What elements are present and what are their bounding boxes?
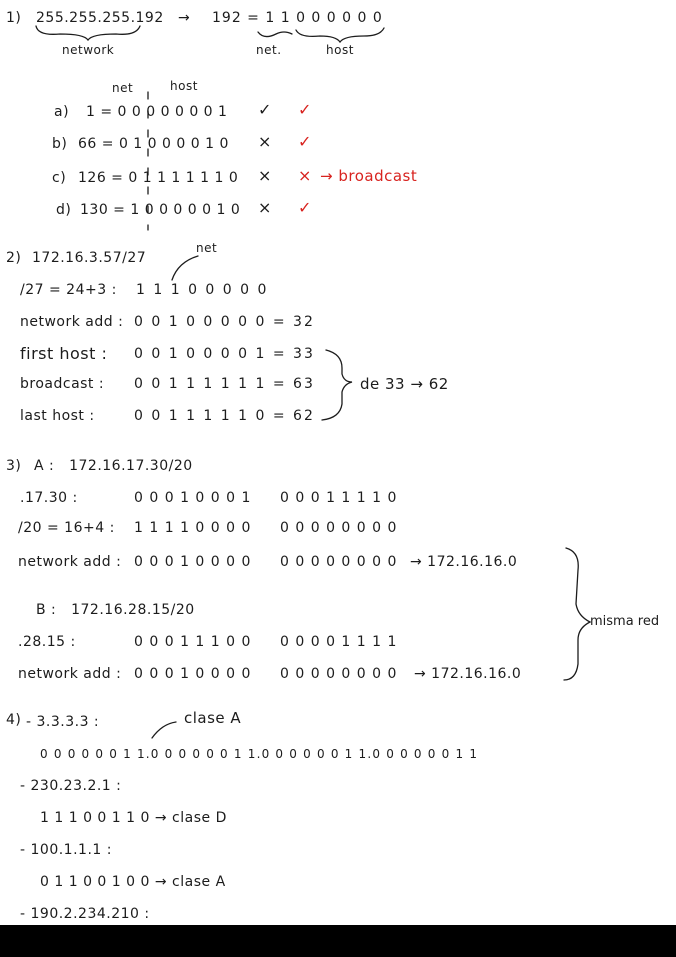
row-label: .28.15 : (18, 634, 76, 650)
bottom-black-bar (0, 925, 676, 957)
check-mark-red: ✓ (298, 100, 312, 119)
row-label: first host : (20, 344, 108, 363)
row-value: 1 1 1 0 0 0 0 0 (136, 282, 269, 298)
cross-mark: × (258, 132, 272, 151)
broadcast-note: → broadcast (320, 167, 418, 185)
check-mark-red: ✓ (298, 132, 312, 151)
network-brace (36, 26, 140, 40)
column-host-header: host (170, 79, 198, 93)
same-network-note: misma red (590, 614, 660, 629)
cross-mark-red: × (298, 166, 312, 185)
row-expression: 1 = 0 0 0 0 0 0 0 1 (86, 104, 228, 120)
address-item: - 230.23.2.1 : (20, 778, 122, 794)
host-brace (296, 28, 384, 42)
net-arrow (172, 256, 198, 280)
row-label: b) (52, 136, 68, 152)
row-label: a) (54, 104, 70, 120)
row-label: .17.30 : (20, 490, 78, 506)
row-expression: 126 = 0 1 1 1 1 1 1 0 (78, 170, 239, 186)
section-1-number: 1) (6, 10, 22, 26)
binary-octet-1: 0 0 0 1 0 0 0 1 (134, 490, 252, 506)
row-label: network add : (18, 666, 122, 682)
row-value: 0 0 1 0 0 0 0 0 = 32 (134, 314, 315, 330)
net-note: net (196, 241, 218, 255)
column-net-header: net (112, 81, 134, 95)
row-label: broadcast : (20, 376, 105, 392)
row-label: last host : (20, 408, 95, 424)
row-label: c) (52, 170, 67, 186)
clase-a-arrow (152, 722, 176, 738)
cross-mark: × (258, 166, 272, 185)
check-mark-red: ✓ (298, 198, 312, 217)
address-item: - 100.1.1.1 : (20, 842, 112, 858)
host-range-note: de 33 → 62 (360, 375, 449, 393)
mask-octet-binary: 192 = 1 1 0 0 0 0 0 0 (212, 10, 383, 26)
cross-mark: × (258, 198, 272, 217)
net-label: net. (256, 43, 282, 57)
row-label: /27 = 24+3 : (20, 282, 117, 298)
binary-address: 1 1 1 0 0 1 1 0 → clase D (40, 810, 227, 826)
binary-address: 0 1 1 0 0 1 0 0 → clase A (40, 874, 226, 890)
binary-address: 0 0 0 0 0 0 1 1.0 0 0 0 0 0 1 1.0 0 0 0 0 0 1 1.0 0 0 0 0 0 1 1 (40, 747, 479, 761)
address-a-title: A : 172.16.17.30/20 (34, 458, 193, 474)
host-label: host (326, 43, 354, 57)
row-label: network add : (18, 554, 122, 570)
row-expression: 130 = 1 0 0 0 0 0 1 0 (80, 202, 241, 218)
binary-octet-2: 0 0 0 0 0 0 0 0 (280, 666, 398, 682)
network-address-result: → 172.16.16.0 (414, 666, 522, 682)
network-label: network (62, 43, 115, 57)
binary-octet-2: 0 0 0 0 0 0 0 0 (280, 520, 398, 536)
net-brace (258, 32, 292, 37)
row-label: network add : (20, 314, 124, 330)
same-network-bracket (564, 548, 590, 680)
section-2-address: 172.16.3.57/27 (32, 250, 147, 266)
address-b-title: B : 172.16.28.15/20 (36, 602, 195, 618)
section-4-number: 4) (6, 712, 22, 728)
row-value: 0 0 1 1 1 1 1 1 = 63 (134, 376, 315, 392)
binary-octet-1: 0 0 0 1 0 0 0 0 (134, 554, 252, 570)
row-expression: 66 = 0 1 0 0 0 0 1 0 (78, 136, 229, 152)
network-address-result: → 172.16.16.0 (410, 554, 518, 570)
binary-octet-2: 0 0 0 0 1 1 1 1 (280, 634, 398, 650)
section-2-number: 2) (6, 250, 22, 266)
row-value: 0 0 1 1 1 1 1 0 = 62 (134, 408, 315, 424)
binary-octet-2: 0 0 0 0 0 0 0 0 (280, 554, 398, 570)
address-item: - 3.3.3.3 : (26, 714, 100, 730)
section-3-number: 3) (6, 458, 22, 474)
host-range-bracket (322, 350, 352, 420)
check-mark: ✓ (258, 100, 272, 119)
binary-octet-1: 0 0 0 1 0 0 0 0 (134, 666, 252, 682)
class-note: clase A (184, 709, 242, 727)
subnet-mask: 255.255.255.192 (36, 10, 164, 26)
binary-octet-1: 0 0 0 1 1 1 0 0 (134, 634, 252, 650)
row-label: /20 = 16+4 : (18, 520, 115, 536)
row-value: 0 0 1 0 0 0 0 1 = 33 (134, 346, 315, 362)
arrow-icon: → (178, 10, 191, 26)
binary-octet-1: 1 1 1 1 0 0 0 0 (134, 520, 252, 536)
binary-octet-2: 0 0 0 1 1 1 1 0 (280, 490, 398, 506)
address-item: - 190.2.234.210 : (20, 906, 150, 922)
row-label: d) (56, 202, 72, 218)
